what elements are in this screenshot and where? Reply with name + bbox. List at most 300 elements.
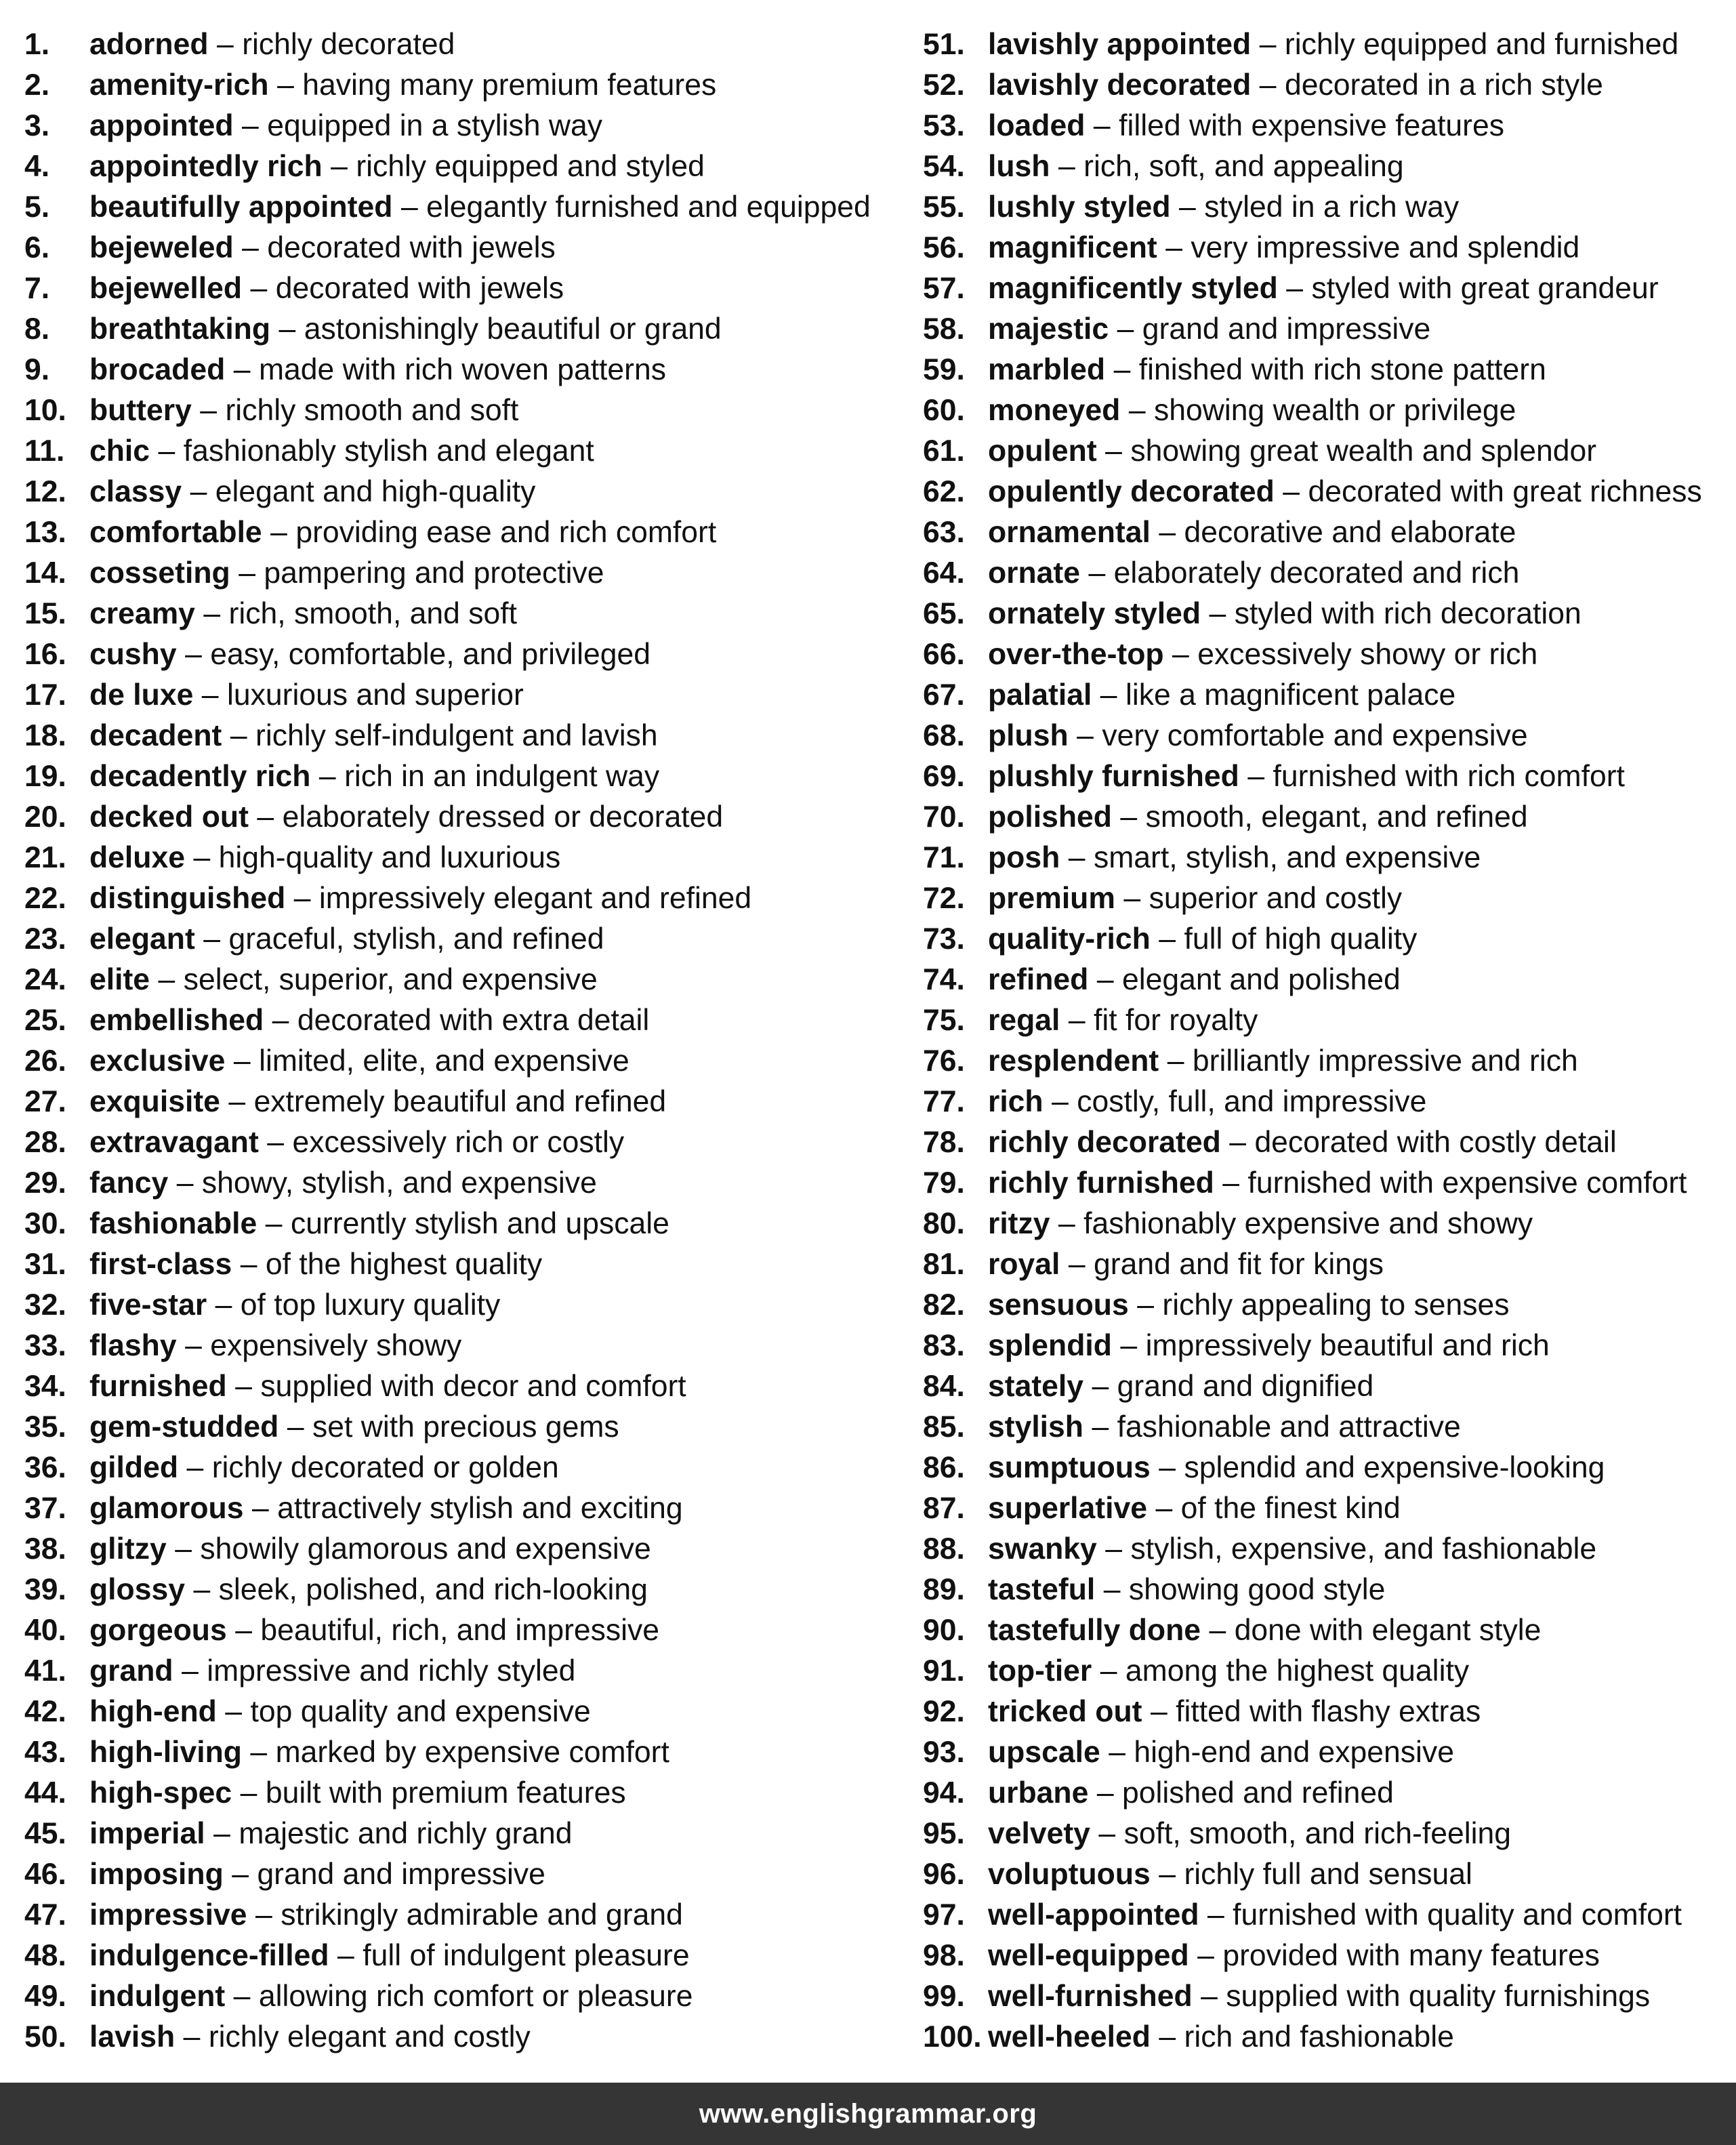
item-number: 78. [923, 1126, 965, 1159]
item-definition: richly decorated or golden [211, 1451, 559, 1484]
item-definition: very comfortable and expensive [1102, 719, 1528, 752]
item-definition: decorated with costly detail [1254, 1126, 1617, 1159]
item-word: upscale [988, 1736, 1100, 1769]
item-definition: rich, smooth, and soft [228, 597, 517, 630]
item-word: cosseting [89, 556, 230, 590]
item-word: elegant [89, 922, 195, 956]
item-definition: providing ease and rich comfort [295, 516, 717, 549]
item-definition: grand and dignified [1117, 1370, 1374, 1403]
item-number: 88. [923, 1532, 965, 1566]
item-word: high-living [89, 1736, 242, 1769]
list-item [923, 350, 1729, 390]
item-word: glamorous [89, 1492, 244, 1525]
list-item [24, 634, 892, 675]
item-number: 44. [24, 1776, 66, 1810]
item-definition: elegant and high-quality [215, 475, 536, 508]
item-separator: – [251, 1492, 269, 1525]
item-definition: select, superior, and expensive [183, 963, 598, 996]
item-definition: decorative and elaborate [1184, 516, 1516, 549]
item-number: 61. [923, 434, 965, 468]
item-number: 80. [923, 1207, 965, 1240]
item-definition: majestic and richly grand [239, 1817, 573, 1850]
item-definition: fashionable and attractive [1117, 1410, 1461, 1444]
list-item [923, 838, 1729, 878]
item-word: classy [89, 475, 182, 508]
item-number: 62. [923, 475, 965, 508]
item-number: 46. [24, 1858, 66, 1891]
list-item [24, 1326, 892, 1366]
list-item [923, 1488, 1729, 1529]
item-word: amenity-rich [89, 68, 269, 102]
item-number: 5. [24, 190, 50, 224]
item-number: 45. [24, 1817, 66, 1850]
item-definition: built with premium features [265, 1776, 626, 1810]
item-word: imposing [89, 1858, 224, 1891]
item-separator: – [1209, 597, 1226, 630]
list-item [923, 1204, 1729, 1244]
item-number: 3. [24, 109, 50, 142]
item-word: palatial [988, 678, 1092, 712]
item-number: 76. [923, 1044, 965, 1078]
item-word: tasteful [988, 1573, 1096, 1606]
item-separator: – [1155, 1492, 1173, 1525]
list-item [923, 1732, 1729, 1773]
list-item [24, 24, 892, 65]
item-definition: decorated with jewels [275, 272, 564, 305]
list-item [24, 187, 892, 228]
item-number: 70. [923, 800, 965, 834]
item-number: 17. [24, 678, 66, 712]
item-word: refined [988, 963, 1089, 996]
item-separator: – [277, 68, 294, 102]
item-separator: – [182, 1654, 199, 1688]
item-separator: – [1159, 1858, 1176, 1891]
item-separator: – [1100, 1654, 1117, 1688]
item-definition: very impressive and splendid [1191, 231, 1580, 264]
item-number: 35. [24, 1410, 66, 1444]
item-definition: richly decorated [242, 28, 455, 61]
item-number: 15. [24, 597, 66, 630]
item-word: fancy [89, 1166, 169, 1200]
list-item [923, 1407, 1729, 1448]
item-definition: equipped in a stylish way [267, 109, 602, 142]
item-separator: – [278, 312, 296, 346]
list-item [923, 2017, 1729, 2058]
item-definition: limited, elite, and expensive [259, 1044, 629, 1078]
list-item [24, 919, 892, 960]
item-word: premium [988, 882, 1115, 915]
item-separator: – [255, 1898, 272, 1932]
item-word: plushly furnished [988, 760, 1239, 793]
item-definition: full of high quality [1184, 922, 1418, 956]
footer-url[interactable]: www.englishgrammar.org [699, 2098, 1037, 2129]
item-number: 82. [923, 1288, 965, 1322]
item-separator: – [185, 638, 202, 671]
item-number: 32. [24, 1288, 66, 1322]
item-separator: – [203, 922, 220, 956]
item-number: 72. [923, 882, 965, 915]
item-separator: – [233, 1980, 251, 2013]
item-definition: rich in an indulgent way [344, 760, 660, 793]
word-list-column-right [923, 24, 1729, 2058]
item-definition: like a magnificent palace [1125, 678, 1456, 712]
item-number: 18. [24, 719, 66, 752]
list-item [24, 1732, 892, 1773]
item-separator: – [318, 760, 336, 793]
item-number: 74. [923, 963, 965, 996]
item-word: magnificent [988, 231, 1157, 264]
item-separator: – [1058, 150, 1075, 183]
item-number: 52. [923, 68, 965, 102]
list-item [923, 1000, 1729, 1041]
item-word: glossy [89, 1573, 185, 1606]
list-item [24, 1041, 892, 1082]
item-separator: – [1096, 963, 1114, 996]
item-separator: – [186, 1451, 204, 1484]
item-number: 47. [24, 1898, 66, 1932]
item-number: 20. [24, 800, 66, 834]
item-definition: furnished with quality and comfort [1233, 1898, 1682, 1932]
item-word: magnificently styled [988, 272, 1278, 305]
list-item [24, 878, 892, 919]
item-separator: – [1128, 394, 1146, 427]
item-separator: – [1098, 1817, 1116, 1850]
list-item [923, 187, 1729, 228]
item-number: 39. [24, 1573, 66, 1606]
item-separator: – [1286, 272, 1304, 305]
item-number: 56. [923, 231, 965, 264]
item-definition: polished and refined [1122, 1776, 1394, 1810]
list-item [24, 1529, 892, 1570]
list-item [923, 1651, 1729, 1692]
item-number: 10. [24, 394, 66, 427]
item-word: ritzy [988, 1207, 1050, 1240]
item-definition: impressive and richly styled [207, 1654, 576, 1688]
list-item [923, 65, 1729, 106]
item-separator: – [1259, 28, 1277, 61]
item-separator: – [1207, 1898, 1224, 1932]
list-item [24, 1204, 892, 1244]
item-separator: – [1247, 760, 1265, 793]
item-definition: of the finest kind [1180, 1492, 1401, 1525]
item-definition: fashionably expensive and showy [1083, 1207, 1533, 1240]
item-word: quality-rich [988, 922, 1151, 956]
list-item [923, 512, 1729, 553]
item-word: opulently decorated [988, 475, 1275, 508]
item-number: 40. [24, 1614, 66, 1647]
item-word: imperial [89, 1817, 205, 1850]
item-word: bejeweled [89, 231, 234, 264]
item-definition: fitted with flashy extras [1176, 1695, 1481, 1728]
item-word: resplendent [988, 1044, 1159, 1078]
item-separator: – [400, 190, 418, 224]
item-separator: – [175, 1532, 192, 1566]
item-definition: set with precious gems [312, 1410, 619, 1444]
item-definition: top quality and expensive [250, 1695, 591, 1728]
item-number: 83. [923, 1329, 965, 1362]
item-separator: – [1096, 1776, 1114, 1810]
item-separator: – [183, 2020, 201, 2054]
item-separator: – [158, 434, 175, 468]
item-separator: – [1159, 516, 1176, 549]
item-definition: showing wealth or privilege [1154, 394, 1516, 427]
item-separator: – [1167, 1044, 1184, 1078]
list-item [24, 675, 892, 716]
item-separator: – [230, 719, 247, 752]
item-number: 100. [923, 2020, 982, 2054]
list-item [24, 65, 892, 106]
item-word: well-equipped [988, 1939, 1189, 1972]
item-definition: grand and impressive [257, 1858, 545, 1891]
item-separator: – [1159, 2020, 1176, 2054]
item-word: ornate [988, 556, 1080, 590]
item-separator: – [1058, 1207, 1075, 1240]
item-word: deluxe [89, 841, 185, 874]
item-word: lushly styled [988, 190, 1171, 224]
item-number: 57. [923, 272, 965, 305]
list-item [24, 553, 892, 594]
item-separator: – [190, 475, 207, 508]
item-number: 2. [24, 68, 50, 102]
list-item [923, 1285, 1729, 1326]
item-word: furnished [89, 1370, 227, 1403]
item-separator: – [1068, 1004, 1086, 1037]
item-definition: high-end and expensive [1134, 1736, 1454, 1769]
item-number: 86. [923, 1451, 965, 1484]
list-item [923, 472, 1729, 512]
list-item [24, 1773, 892, 1814]
item-number: 54. [923, 150, 965, 183]
item-word: decked out [89, 800, 249, 834]
item-word: breathtaking [89, 312, 271, 346]
item-number: 26. [24, 1044, 66, 1078]
item-word: embellished [89, 1004, 264, 1037]
item-definition: sleek, polished, and rich-looking [218, 1573, 648, 1606]
item-separator: – [185, 1329, 202, 1362]
item-definition: decorated with extra detail [297, 1004, 650, 1037]
item-number: 91. [923, 1654, 965, 1688]
list-item [923, 1854, 1729, 1895]
list-item [24, 1854, 892, 1895]
item-number: 85. [923, 1410, 965, 1444]
item-word: brocaded [89, 353, 226, 386]
item-separator: – [228, 1085, 246, 1118]
item-number: 97. [923, 1898, 965, 1932]
list-item [24, 1976, 892, 2017]
list-item [923, 431, 1729, 472]
item-separator: – [235, 1370, 252, 1403]
item-definition: astonishingly beautiful or grand [304, 312, 722, 346]
item-definition: excessively showy or rich [1197, 638, 1538, 671]
list-item [24, 797, 892, 838]
item-definition: costly, full, and impressive [1077, 1085, 1427, 1118]
item-separator: – [1197, 1939, 1214, 1972]
item-number: 41. [24, 1654, 66, 1688]
item-number: 37. [24, 1492, 66, 1525]
item-word: exclusive [89, 1044, 226, 1078]
item-separator: – [1159, 922, 1176, 956]
list-item [923, 594, 1729, 634]
item-word: over-the-top [988, 638, 1164, 671]
item-separator: – [250, 1736, 268, 1769]
item-number: 13. [24, 516, 66, 549]
item-definition: supplied with decor and comfort [260, 1370, 686, 1403]
item-separator: – [331, 150, 348, 183]
item-definition: elegantly furnished and equipped [426, 190, 871, 224]
item-separator: – [1113, 353, 1131, 386]
item-number: 16. [24, 638, 66, 671]
item-number: 98. [923, 1939, 965, 1972]
list-item [24, 1285, 892, 1326]
item-word: gem-studded [89, 1410, 279, 1444]
item-word: lavishly appointed [988, 28, 1252, 61]
item-word: regal [988, 1004, 1060, 1037]
item-separator: – [1088, 556, 1106, 590]
list-item [24, 1651, 892, 1692]
item-separator: – [240, 1776, 257, 1810]
list-item [923, 1041, 1729, 1082]
item-number: 63. [923, 516, 965, 549]
item-number: 58. [923, 312, 965, 346]
item-number: 55. [923, 190, 965, 224]
item-word: top-tier [988, 1654, 1092, 1688]
item-definition: stylish, expensive, and fashionable [1130, 1532, 1597, 1566]
item-word: adorned [89, 28, 209, 61]
list-item [24, 268, 892, 309]
item-number: 19. [24, 760, 66, 793]
item-separator: – [200, 394, 218, 427]
item-number: 64. [923, 556, 965, 590]
item-word: first-class [89, 1248, 232, 1281]
item-definition: finished with rich stone pattern [1138, 353, 1546, 386]
list-item [923, 1936, 1729, 1976]
item-definition: excessively rich or costly [292, 1126, 625, 1159]
item-definition: extremely beautiful and refined [253, 1085, 667, 1118]
item-word: polished [988, 800, 1112, 834]
list-item [24, 2017, 892, 2058]
item-word: fashionable [89, 1207, 257, 1240]
item-definition: decorated in a rich style [1284, 68, 1603, 102]
item-definition: supplied with quality furnishings [1226, 1980, 1651, 2013]
item-number: 77. [923, 1085, 965, 1118]
item-definition: elaborately dressed or decorated [282, 800, 724, 834]
item-definition: marked by expensive comfort [275, 1736, 669, 1769]
item-definition: made with rich woven patterns [258, 353, 666, 386]
item-word: gorgeous [89, 1614, 227, 1647]
item-number: 34. [24, 1370, 66, 1403]
item-definition: impressively elegant and refined [318, 882, 752, 915]
list-item [923, 919, 1729, 960]
item-separator: – [1105, 1532, 1122, 1566]
item-separator: – [1093, 109, 1111, 142]
item-separator: – [217, 28, 234, 61]
list-item [24, 431, 892, 472]
item-definition: superior and costly [1149, 882, 1403, 915]
item-number: 75. [923, 1004, 965, 1037]
word-list-column-left [24, 24, 892, 2058]
item-word: superlative [988, 1492, 1147, 1525]
list-item [923, 1448, 1729, 1488]
list-item [24, 1448, 892, 1488]
item-number: 8. [24, 312, 50, 346]
item-separator: – [1259, 68, 1277, 102]
item-separator: – [257, 800, 274, 834]
item-separator: – [225, 1695, 243, 1728]
item-word: distinguished [89, 882, 286, 915]
item-separator: – [203, 597, 221, 630]
item-number: 29. [24, 1166, 66, 1200]
item-word: sumptuous [988, 1451, 1151, 1484]
item-number: 51. [923, 28, 965, 61]
item-definition: elegant and polished [1122, 963, 1401, 996]
list-item [24, 106, 892, 146]
item-definition: of the highest quality [265, 1248, 543, 1281]
item-number: 28. [24, 1126, 66, 1159]
list-item [923, 309, 1729, 350]
item-separator: – [1109, 1736, 1125, 1769]
list-item [24, 228, 892, 268]
item-separator: – [1100, 678, 1117, 712]
item-number: 92. [923, 1695, 965, 1728]
list-item [923, 390, 1729, 431]
item-word: impressive [89, 1898, 247, 1932]
item-number: 50. [24, 2020, 66, 2054]
item-word: moneyed [988, 394, 1121, 427]
item-word: beautifully appointed [89, 190, 393, 224]
item-word: ornately styled [988, 597, 1201, 630]
item-word: appointedly rich [89, 150, 323, 183]
item-word: stately [988, 1370, 1083, 1403]
item-separator: – [242, 109, 259, 142]
item-number: 53. [923, 109, 965, 142]
item-separator: – [1159, 1451, 1176, 1484]
item-definition: rich, soft, and appealing [1083, 150, 1404, 183]
item-separator: – [265, 1207, 283, 1240]
item-number: 38. [24, 1532, 66, 1566]
item-definition: decorated with jewels [267, 231, 556, 264]
item-definition: richly self-indulgent and lavish [255, 719, 658, 752]
item-separator: – [1123, 882, 1141, 915]
item-word: gilded [89, 1451, 179, 1484]
item-number: 59. [923, 353, 965, 386]
item-definition: high-quality and luxurious [218, 841, 561, 874]
list-item [923, 228, 1729, 268]
list-item [923, 1773, 1729, 1814]
item-separator: – [1052, 1085, 1069, 1118]
item-separator: – [1179, 190, 1196, 224]
item-number: 9. [24, 353, 50, 386]
item-definition: rich and fashionable [1184, 2020, 1454, 2054]
item-separator: – [235, 1614, 252, 1647]
item-number: 95. [923, 1817, 965, 1850]
item-number: 71. [923, 841, 965, 874]
item-number: 12. [24, 475, 66, 508]
item-word: decadent [89, 719, 222, 752]
item-number: 49. [24, 1980, 66, 2013]
item-number: 24. [24, 963, 66, 996]
item-definition: richly full and sensual [1184, 1858, 1472, 1891]
item-number: 36. [24, 1451, 66, 1484]
item-definition: allowing rich comfort or pleasure [258, 1980, 693, 2013]
list-item [923, 553, 1729, 594]
item-separator: – [1283, 475, 1300, 508]
item-definition: strikingly admirable and grand [281, 1898, 683, 1932]
item-definition: full of indulgent pleasure [363, 1939, 690, 1972]
item-word: sensuous [988, 1288, 1129, 1322]
list-item [923, 634, 1729, 675]
item-number: 94. [923, 1776, 965, 1810]
item-separator: – [233, 1044, 251, 1078]
